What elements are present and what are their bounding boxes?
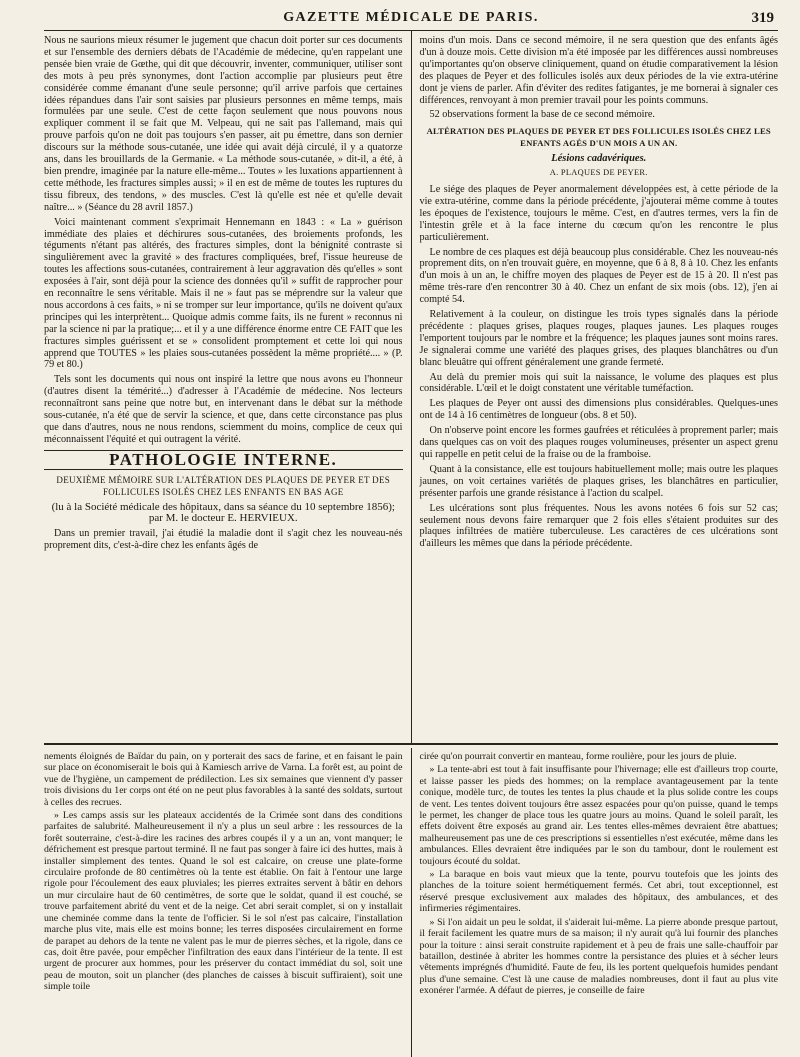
chapter-subheading: A. PLAQUES DE PEYER. bbox=[549, 168, 648, 178]
upper-section bbox=[44, 31, 778, 743]
page-header bbox=[44, 6, 778, 31]
feuilleton-left-column bbox=[44, 748, 412, 1057]
feuilleton-section bbox=[44, 748, 778, 1057]
paragraph: nements éloignés de Baïdar du pain, on y porterait des sacs de farine, et en faisant le pain sur place on économiserait le bois qui à Kamiesch arrive de Varna. La forêt est, au point de vue de l'hygiène, un campement de prédilection. Les six semaines que viennent d'y passer trois divisions du 1er corps ont été on ne peut plus favorables à la santé des soldats, surtout à celles des recrues. bbox=[44, 751, 403, 808]
paragraph: Au delà du premier mois qui suit la naissance, le volume des plaques est plus considérable. L'œil et le doigt constatent une véritable tuméfaction. bbox=[419, 371, 778, 395]
paragraph: On n'observe point encore les formes gaufrées et réticulées à proprement parler; mais dans quelques cas on voit des plaques rouges volumineuses, présenter un aspect grenu qui rappelle en petit celui de la fraise ou de la framboise. bbox=[419, 425, 778, 460]
page-number: 319 bbox=[751, 10, 774, 26]
paragraph: Les ulcérations sont plus fréquentes. Nous les avons notées 6 fois sur 52 cas; seulement nous devons faire remarquer que 2 fois elles s'étaient produites sur des plaques infiltrées de matière tuberculeuse. Les caractères de ces ulcérations sont d'ailleurs les mêmes que dans la période précédente. bbox=[419, 502, 778, 550]
paragraph: Dans un premier travail, j'ai étudié la maladie dont il s'agit chez les nouveau-nés proprement dits, c'est-à-dire chez les enfants âgés de bbox=[44, 528, 403, 552]
left-column bbox=[44, 31, 412, 743]
feuilleton-right-column bbox=[412, 748, 779, 1057]
paragraph: Relativement à la couleur, on distingue les trois types signalés dans la période précédente : plaques grises, plaques rouges, plaques jaunes. Les plaques rouges l'emportent toujours par le nombre et la fréquence; les plaques jaunes sont moins rares. Je signalerai comme une variété des plaques grises, des plaques blanchâtres ou d'un blanc bleuâtre qui offrent généralement une grande fermeté. bbox=[419, 309, 778, 368]
paragraph: Quant à la consistance, elle est toujours habituellement molle; mais outre les plaques jaunes, on voit certaines variétés de plaques grises, les blanchâtres en particulier, présenter parfois une grande résistance à l'action du scalpel. bbox=[419, 463, 778, 499]
paragraph: » La tente-abri est tout à fait insuffisante pour l'hivernage; elle est d'ailleurs trop courte, et laisse passer les pieds des hommes; on la remplace avantageusement par la tente conique, modèle turc, de toutes les tentes la plus chaude et la plus solide contre les coups de vent. Les tentes doivent toujours être assez espacées pour qu'on puisse, quand le temps le permet, les changer de place tous les quatre jours au moins. Quand le soleil paraît, les effets doivent être exposés au grand air. Les tentes elles-mêmes devraient être abattues; malheureusement pas une de ces prescriptions si essentielles n'est exécutée, même dans les ambulances. Elles devraient être indiquées par le son du tambour, dont le roulement est toujours écouté du soldat. bbox=[419, 764, 778, 867]
paragraph: Les plaques de Peyer ont aussi des dimensions plus considérables. Quelques-unes ont de 14 à 16 centimètres de longueur (obs. 8 et 50). bbox=[419, 398, 778, 422]
section-title: PATHOLOGIE INTERNE. bbox=[44, 450, 403, 470]
paragraph: » La baraque en bois vaut mieux que la tente, pourvu toutefois que les joints des planches de la toiture soient hermétiquement fermés. Cet abri, tout exceptionnel, est réservé presque exclusivement aux malades des hôpitaux, des ambulances, et des infirmeries régimentaires. bbox=[419, 869, 778, 915]
paragraph: Nous ne saurions mieux résumer le jugement que chacun doit porter sur ces documents et sur l'ensemble des derniers débats de l'Académie de médecine, qu'en rappelant une pensée bien vraie de Gœthe, qui dit que découvrir, inventer, communiquer, utiliser sont des mots à peu près synonymes, dont l'action accomplie par plusieurs peut être considérée comme émanant d'une seule personne; qu'il arrive parfois que certaines idées répandues dans l'air sont saisies par plusieurs personnes en même temps, mais formulées par une seule. C'est de cette façon seulement que nous pouvons nous expliquer comment il se fait que M. Velpeau, qui ne sait pas l'allemand, mais qui prouve parfois qu'on ne doit pas toujours s'en passer, ait pu émettre, dans son dernier discours sur la méthode sous-cutanée, une idée qui avait déjà circulé, il y a quatorze ans, dans les brouillards de la Germanie. « La méthode sous-cutanée, » dit-il, a été, à bien prendre, imaginée par la nature elle-même... Toutes » les luxations appartiennent à cette méthode, les fractures simples aussi; » il en est de même de toutes les ruptures du tissu fibreux, des tendons, » des muscles. C'est là qu'elle est née et qu'elle devait naître... » (Séance du 28 avril 1857.) bbox=[44, 35, 403, 213]
journal-title: GAZETTE MÉDICALE DE PARIS. bbox=[283, 10, 539, 25]
paragraph: Le siége des plaques de Peyer anormalement développées est, à cette période de la vie extra-utérine, comme dans la période précédente, j'ajouterai même comme à toutes les époques de l'existence, toujours le même. C'est, en d'autres termes, vers la fin de l'intestin grêle et à la face interne du cœcum qu'on les rencontre le plus particulièrement. bbox=[419, 183, 778, 243]
paragraph: » Les camps assis sur les plateaux accidentés de la Crimée sont dans des conditions parfaites de salubrité. Malheureusement il n'y a plus un seul arbre : les ressources de la forêt souterraine, c'est-à-dire les racines des arbres coupés il y a un an, vont manquer; le défrichement est presque partout terminé. Il ne faut pas songer à faire ici des huttes, mais à installer simplement des tentes. Quand le sol est calcaire, on creuse une plate-forme circulaire profonde de 80 centimètres où la tente est établie. On fait à l'entour une large rigole pour l'écoulement des eaux pluviales; les pierres extraites servent à bâtir en dehors un mur circulaire haut de 60 centimètres, de sorte que le soldat, quand il est couché, se trouve parfaitement abrité du vent et de la neige. Cet abri serait complet, si on y installait une cheminée comme dans la tente de l'officier. Si le sol n'est pas calcaire, l'installation marche plus vite, mais elle est moins bonne; les terres disposées circulairement en forme de parapet au dehors de la tente ne valent pas le mur de pierres sèches, et la rigole, dans ce cas, doit être pavée, pour empêcher l'infiltration des eaux dans l'intérieur de la tente. Il est urgent de procurer aux hommes, pour les préserver du contact immédiat du sol, soit une peau de mouton, soit un plancher (des planches de caisses à biscuit suffiraient), soit une simple toile bbox=[44, 810, 403, 993]
paragraph: Voici maintenant comment s'exprimait Hennemann en 1843 : « La » guérison immédiate des plaies et déchirures sous-cutanées, des broiements profonds, les téguments n'étant pas altérés, des fractures simples, dont la bénignité contraste si singulièrement avec la gravité » des fractures compliquées, bref, l'issue heureuse de toutes les affections sous-cutanées, contrairement à leur aggravation dès qu'elles » sont exposées à l'air, sont déjà pour la science des données qu'il » suffit de rapprocher pour en reconnaître le sens véritable. Mais il ne » faut pas se méprendre sur la valeur que nous accordons à ces faits, » ni se tromper sur leur importance, qu'ils ne doivent qu'aux principes qui les interprètent... Quoique admis comme faits, ils ne furent » reconnus ni par la science ni par la pratique;... et il y a une différence énorme entre CE FAIT que les fractures simples guérissent et se » consolident promptement et cette loi qui nous apprend que TOUTES » les plaies sous-cutanées possèdent la même propriété.... » (P. 79 et 80.) bbox=[44, 216, 403, 371]
chapter-title: ALTÉRATION DES PLAQUES DE PEYER ET DES FOLLICULES ISOLÉS CHEZ LES ENFANTS AGÉS D'UN MOIS A UN AN. bbox=[426, 126, 771, 149]
paragraph: 52 observations forment la base de ce second mémoire. bbox=[429, 109, 655, 121]
chapter-heading: Lésions cadavériques. bbox=[551, 153, 647, 165]
memoir-subtitle: (lu à la Société médicale des hôpitaux, dans sa séance du 10 septembre 1856); par M. le docteur E. HERVIEUX. bbox=[51, 500, 395, 525]
paragraph: » Si l'on aidait un peu le soldat, il s'aiderait lui-même. La pierre abonde presque partout, il ferait facilement les quatre murs de sa maison; il n'y aurait qu'à lui fournir des planches pour la toiture : ainsi serait construite rapidement et à peu de frais une salle-chauffoir par bataillon, destinée à abriter les hommes contre la persistance des pluies et à sécher leurs vêtements imprégnés d'humidité. Faute de feu, ils les portent quelquefois humides pendant plus d'une semaine. C'est là une cause de maladies nombreuses, dont il faut au plus vite exonérer l'armée. A défaut de pierres, je conseille de faire bbox=[419, 916, 778, 997]
paragraph: Tels sont les documents qui nous ont inspiré la lettre que nous avons eu l'honneur (d'autres disent la témérité...) d'adresser à l'Académie de médecine. Nos lecteurs reconnaîtront sans peine que notre but, en intervenant dans le débat sur la méthode sous-cutanée, n'a été que de servir la science, et que, dans cette circonstance pas plus que dans d'autres, nous ne nous rendons, sciemment du moins, complice de ceux qui méconnaissent l'équité et qui outragent la vérité. bbox=[44, 374, 403, 445]
memoir-title: DEUXIÈME MÉMOIRE SUR L'ALTÉRATION DES PLAQUES DE PEYER ET DES FOLLICULES ISOLÉS CHEZ LES ENFANTS EN BAS AGE bbox=[56, 474, 391, 497]
paragraph: Le nombre de ces plaques est déjà beaucoup plus considérable. Chez les nouveau-nés proprement dits, on n'en trouvait guère, en moyenne, que 6 à 8, 8 à 10. Chez les enfants d'un mois à un an, le chiffre moyen des plaques de Peyer est de 15 à 20. Il n'est pas même très-rare d'en rencontrer 30 à 40. Chez un enfant de six mois (obs. 12), j'en ai compté 54. bbox=[419, 246, 778, 306]
right-column bbox=[412, 31, 779, 743]
paragraph: moins d'un mois. Dans ce second mémoire, il ne sera question que des enfants âgés d'un à douze mois. Cette division m'a été imposée par les différences aussi nombreuses qu'importantes qu'on observe cliniquement, quand on étudie comparativement la lésion des plaques de Peyer et des follicules isolés aux deux périodes de la vie extra-utérine dont je viens de parler. Afin d'éviter des redites fatigantes, je me bornerai à signaler ces différences, renvoyant à mon premier travail pour les points communs. bbox=[419, 35, 778, 106]
paragraph: cirée qu'on pourrait convertir en manteau, forme roulière, pour les jours de pluie. bbox=[419, 751, 737, 762]
